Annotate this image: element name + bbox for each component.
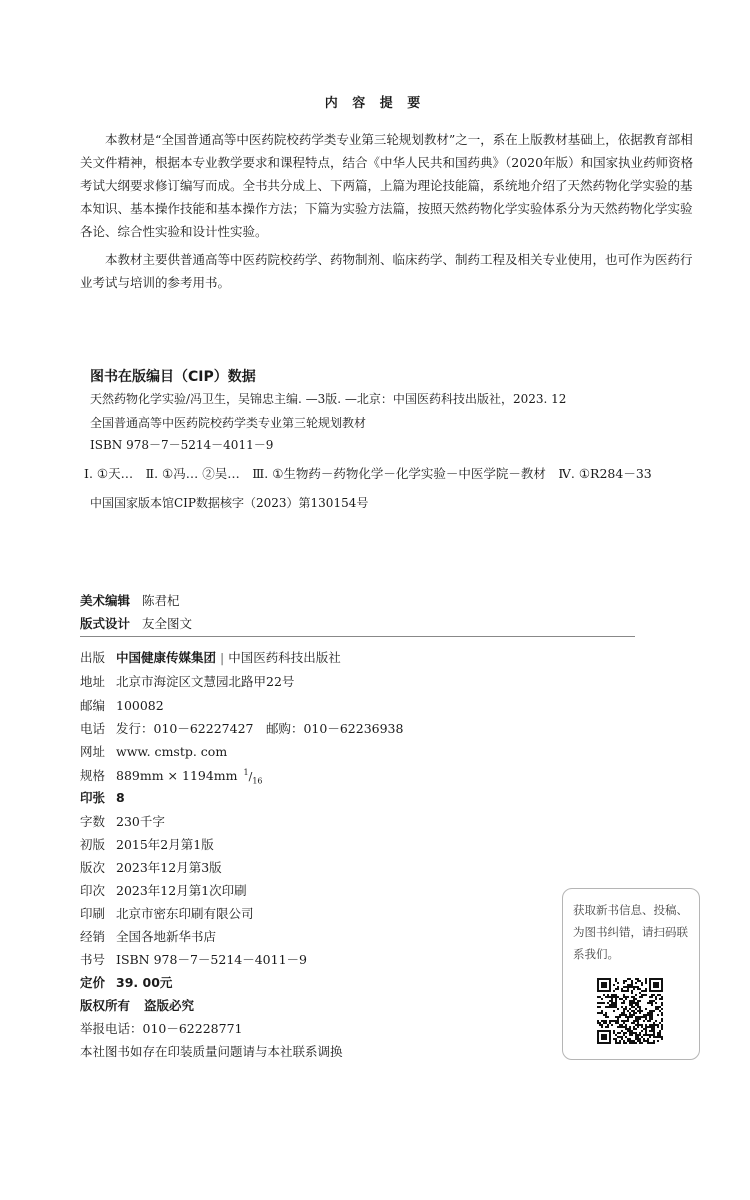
staff-label: 美术编辑 xyxy=(80,593,131,608)
pub-value: 2023年12月第3版 xyxy=(116,860,222,875)
cip-heading: 图书在版编目（CIP）数据 xyxy=(90,369,256,385)
publisher-group: 中国健康传媒集团 xyxy=(116,650,217,665)
pub-label: 书号 xyxy=(80,952,106,967)
summary-paragraph-2: 本教材主要供普通高等中医药院校药学、药物制剂、临床药学、制药工程及相关专业使用，也可作为医药行业考试与培训的参考用书。 xyxy=(80,252,693,290)
staff-row-layout xyxy=(80,614,192,632)
publisher-separator: | xyxy=(220,650,225,665)
pub-label: 电话 xyxy=(80,721,106,736)
staff-value: 友全图文 xyxy=(142,616,193,631)
pub-row-edition xyxy=(80,858,222,876)
pub-value: 全国各地新华书店 xyxy=(116,929,217,944)
summary-body xyxy=(80,128,702,299)
quality-notice: 本社图书如存在印装质量问题请与本社联系调换 xyxy=(80,1044,343,1059)
pub-row-printing xyxy=(80,881,247,899)
pub-row-first-edition xyxy=(80,835,214,853)
pub-label: 版次 xyxy=(80,860,106,875)
pub-row-phone xyxy=(80,719,403,737)
pub-label: 规格 xyxy=(80,768,106,783)
pub-label: 网址 xyxy=(80,744,106,759)
pub-label: 出版 xyxy=(80,650,106,665)
qr-card-text: 获取新书信息、投稿、为图书纠错，请扫码联系我们。 xyxy=(573,903,688,961)
staff-value: 陈君杞 xyxy=(142,593,180,608)
pub-label: 字数 xyxy=(80,814,106,829)
pub-row-publisher xyxy=(80,648,341,666)
pub-value: 北京市海淀区文慧园北路甲22号 xyxy=(116,674,295,689)
staff-row-art-editor xyxy=(80,591,180,609)
cip-line-isbn: ISBN 978－7－5214－4011－9 xyxy=(90,438,274,452)
pub-value: 北京市密东印刷有限公司 xyxy=(116,906,254,921)
pub-label: 初版 xyxy=(80,837,106,852)
pub-row-postcode xyxy=(80,696,164,714)
summary-paragraph-1: 本教材是“全国普通高等中医药院校药学类专业第三轮规划教材”之一，系在上版教材基础上，依据教育部相关文件精神，根据本专业教学要求和课程特点，结合《中华人民共和国药典》（2020年版）和国家执业药师资格考试大纲要求修订编写而成。全书共分成上、下两篇，上篇为理论技能篇，系统地介绍了天然药物化学实验的基本知识、基本操作技能和基本操作方法；下篇为实验方法篇，按照天然药物化学实验体系分为天然药物化学实验各论、综合性实验和设计性实验。 xyxy=(80,132,694,239)
publisher-name: 中国医药科技出版社 xyxy=(228,650,341,665)
divider-line xyxy=(80,636,635,637)
pub-value: 230千字 xyxy=(116,814,165,829)
pub-row-printer xyxy=(80,904,254,922)
cip-line-title: 天然药物化学实验/冯卫生，吴锦忠主编. —3版. —北京：中国医药科技出版社，2023. 12 xyxy=(90,392,567,406)
pub-value: www. cmstp. com xyxy=(116,744,228,759)
pub-value: 2023年12月第1次印刷 xyxy=(116,883,247,898)
qr-code-icon[interactable] xyxy=(597,975,663,1047)
pub-row-format: 规格 889mm × 1194mm $^1/_{16}$ xyxy=(80,767,263,786)
price-value: 39. 00元 xyxy=(116,975,173,990)
cip-line-record: 中国国家版本馆CIP数据核字（2023）第130154号 xyxy=(90,496,369,510)
format-fraction-numerator: 1 xyxy=(243,767,249,777)
pub-row-address xyxy=(80,672,294,690)
pub-row-website xyxy=(80,742,227,760)
price-label: 定价 xyxy=(80,975,106,990)
pub-value: 100082 xyxy=(116,698,164,713)
pub-label: 邮编 xyxy=(80,698,106,713)
cip-line-series: 全国普通高等中医药院校药学类专业第三轮规划教材 xyxy=(90,416,367,430)
pub-label: 地址 xyxy=(80,674,106,689)
qr-card xyxy=(562,888,700,1060)
copyright-text: 版权所有 xyxy=(80,998,131,1013)
pub-row-price xyxy=(80,973,172,991)
pub-label: 印张 xyxy=(80,790,106,805)
report-phone: 举报电话：010－62228771 xyxy=(80,1021,243,1036)
pub-value: 发行：010－62227427 邮购：010－62236938 xyxy=(116,721,404,736)
pub-value: ISBN 978－7－5214－4011－9 xyxy=(116,952,307,967)
pub-row-isbn xyxy=(80,950,307,968)
pub-row-sheets xyxy=(80,788,125,806)
pub-row-distributor xyxy=(80,927,216,945)
pub-row-wordcount xyxy=(80,812,165,830)
copyright-row xyxy=(80,996,194,1014)
cip-line-classification: Ⅰ. ①天… Ⅱ. ①冯… ②吴… Ⅲ. ①生物药－药物化学－化学实验－中医学院－教材 Ⅳ. ①R284－33 xyxy=(84,466,652,481)
piracy-text: 盗版必究 xyxy=(144,998,195,1013)
pub-value: 2015年2月第1版 xyxy=(116,837,214,852)
pub-label: 印次 xyxy=(80,883,106,898)
summary-title: 内 容 提 要 xyxy=(324,96,426,111)
pub-label: 印刷 xyxy=(80,906,106,921)
staff-label: 版式设计 xyxy=(80,616,131,631)
pub-label: 经销 xyxy=(80,929,106,944)
pub-value: 8 xyxy=(116,790,125,805)
format-value: 889mm × 1194mm xyxy=(116,768,238,783)
format-fraction-denominator: 16 xyxy=(252,776,263,786)
